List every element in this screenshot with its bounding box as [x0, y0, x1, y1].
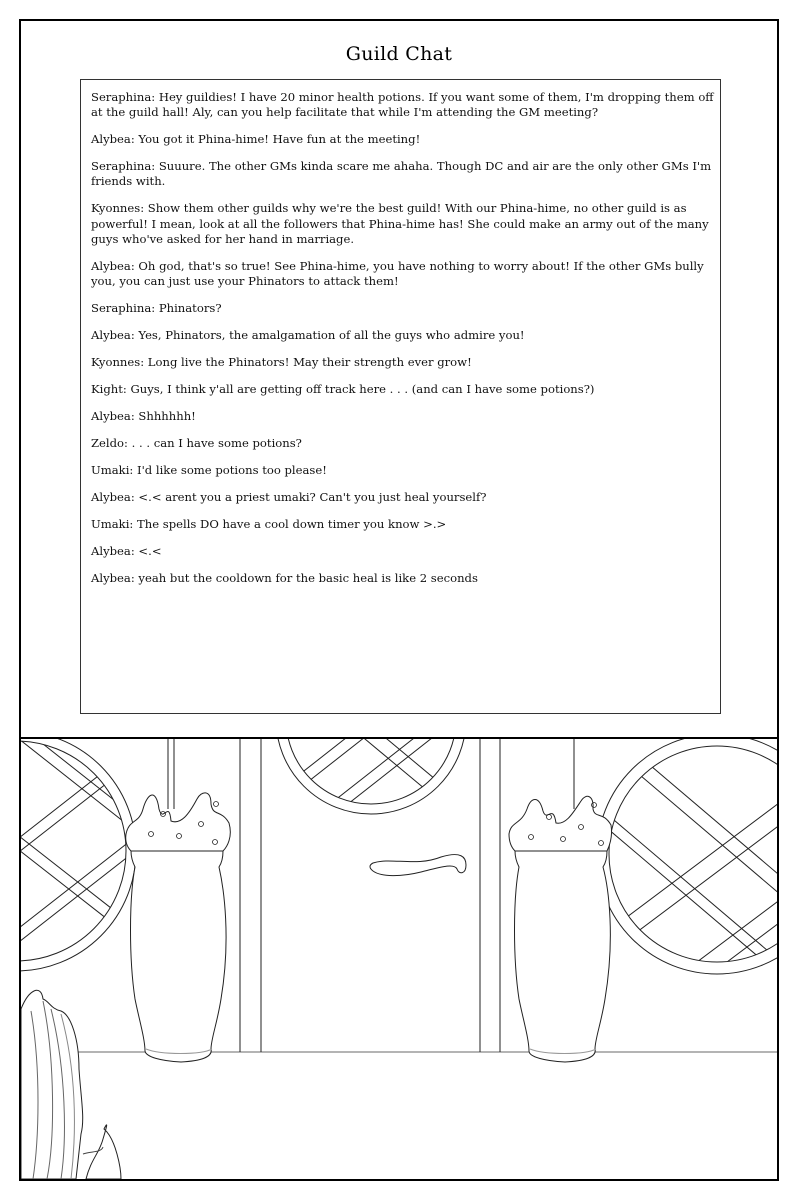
speaker-name: Alybea:	[91, 409, 135, 424]
round-window-center	[261, 739, 471, 833]
speaker-name: Alybea:	[91, 328, 135, 343]
chat-message	[91, 201, 715, 247]
chat-message	[91, 90, 715, 120]
message-text: Oh god, that's so true! See Phina-hime, you have nothing to worry about! If the other GMs bully you, you can just use your Phinators to attack them!	[91, 258, 704, 289]
message-text: Shhhhhh!	[138, 409, 196, 424]
chat-title: Guild Chat	[345, 43, 453, 65]
chat-message	[91, 436, 715, 451]
round-window-right	[597, 739, 777, 1004]
message-text: <.< arent you a priest umaki? Can't you just heal yourself?	[138, 490, 487, 505]
speaker-name: Alybea:	[91, 544, 135, 559]
chat-message	[91, 301, 715, 316]
comic-page	[19, 19, 779, 1181]
speaker-name: Zeldo:	[91, 436, 128, 451]
message-text: Yes, Phinators, the amalgamation of all the guys who admire you!	[138, 328, 525, 343]
chat-log	[80, 79, 721, 714]
vase-right	[509, 796, 612, 1062]
guild-hall-illustration	[21, 739, 777, 1179]
message-text: <.<	[138, 544, 162, 559]
speaker-name: Seraphina:	[91, 301, 156, 316]
speaker-name: Umaki:	[91, 517, 134, 532]
message-text: Hey guildies! I have 20 minor health potions. If you want some of them, I'm dropping them off at the guild hall! Aly, can you help facilitate that while I'm attending the GM meeting?	[91, 90, 714, 120]
chat-message	[91, 259, 715, 289]
chat-message	[91, 490, 715, 505]
speaker-name: Kight:	[91, 382, 127, 397]
message-text: Guys, I think y'all are getting off track here . . . (and can I have some potions?)	[130, 382, 595, 397]
vase-left	[126, 793, 231, 1062]
message-text: I'd like some potions too please!	[137, 463, 327, 478]
speaker-name: Seraphina:	[91, 159, 156, 174]
chat-message	[91, 382, 715, 397]
message-text: Phinators?	[158, 301, 222, 316]
chat-message	[91, 328, 715, 343]
chat-message	[91, 409, 715, 424]
chat-message	[91, 544, 715, 559]
chat-message	[91, 159, 715, 189]
chat-panel	[21, 21, 777, 739]
message-text: . . . can I have some potions?	[131, 436, 302, 451]
message-text: Suuure. The other GMs kinda scare me ahaha. Though DC and air are the only other GMs I'm friends with.	[91, 159, 712, 189]
speaker-name: Alybea:	[91, 571, 135, 586]
message-text: The spells DO have a cool down timer you know >.>	[137, 517, 447, 532]
character-hair	[21, 990, 121, 1179]
chat-message	[91, 571, 715, 586]
chat-message	[91, 517, 715, 532]
message-text: Long live the Phinators! May their strength ever grow!	[147, 355, 472, 370]
chat-message	[91, 463, 715, 478]
speaker-name: Umaki:	[91, 463, 134, 478]
message-text: Show them other guilds why we're the best guild! With our Phina-hime, no other guild is as powerful! I mean, look at all the followers that Phina-hime has! She could make an army out of the many guys who've asked for her hand in marriage.	[91, 201, 709, 246]
speaker-name: Kyonnes:	[91, 201, 145, 216]
speaker-name: Kyonnes:	[91, 355, 145, 370]
speaker-name: Alybea:	[91, 132, 135, 147]
chat-message	[91, 355, 715, 370]
speaker-name: Alybea:	[91, 490, 135, 505]
chat-message	[91, 132, 715, 147]
speaker-name: Alybea:	[91, 258, 135, 273]
speaker-name: Seraphina:	[91, 90, 156, 104]
message-text: You got it Phina-hime! Have fun at the meeting!	[138, 132, 421, 147]
message-text: yeah but the cooldown for the basic heal is like 2 seconds	[138, 571, 478, 586]
door-handle	[370, 855, 466, 876]
